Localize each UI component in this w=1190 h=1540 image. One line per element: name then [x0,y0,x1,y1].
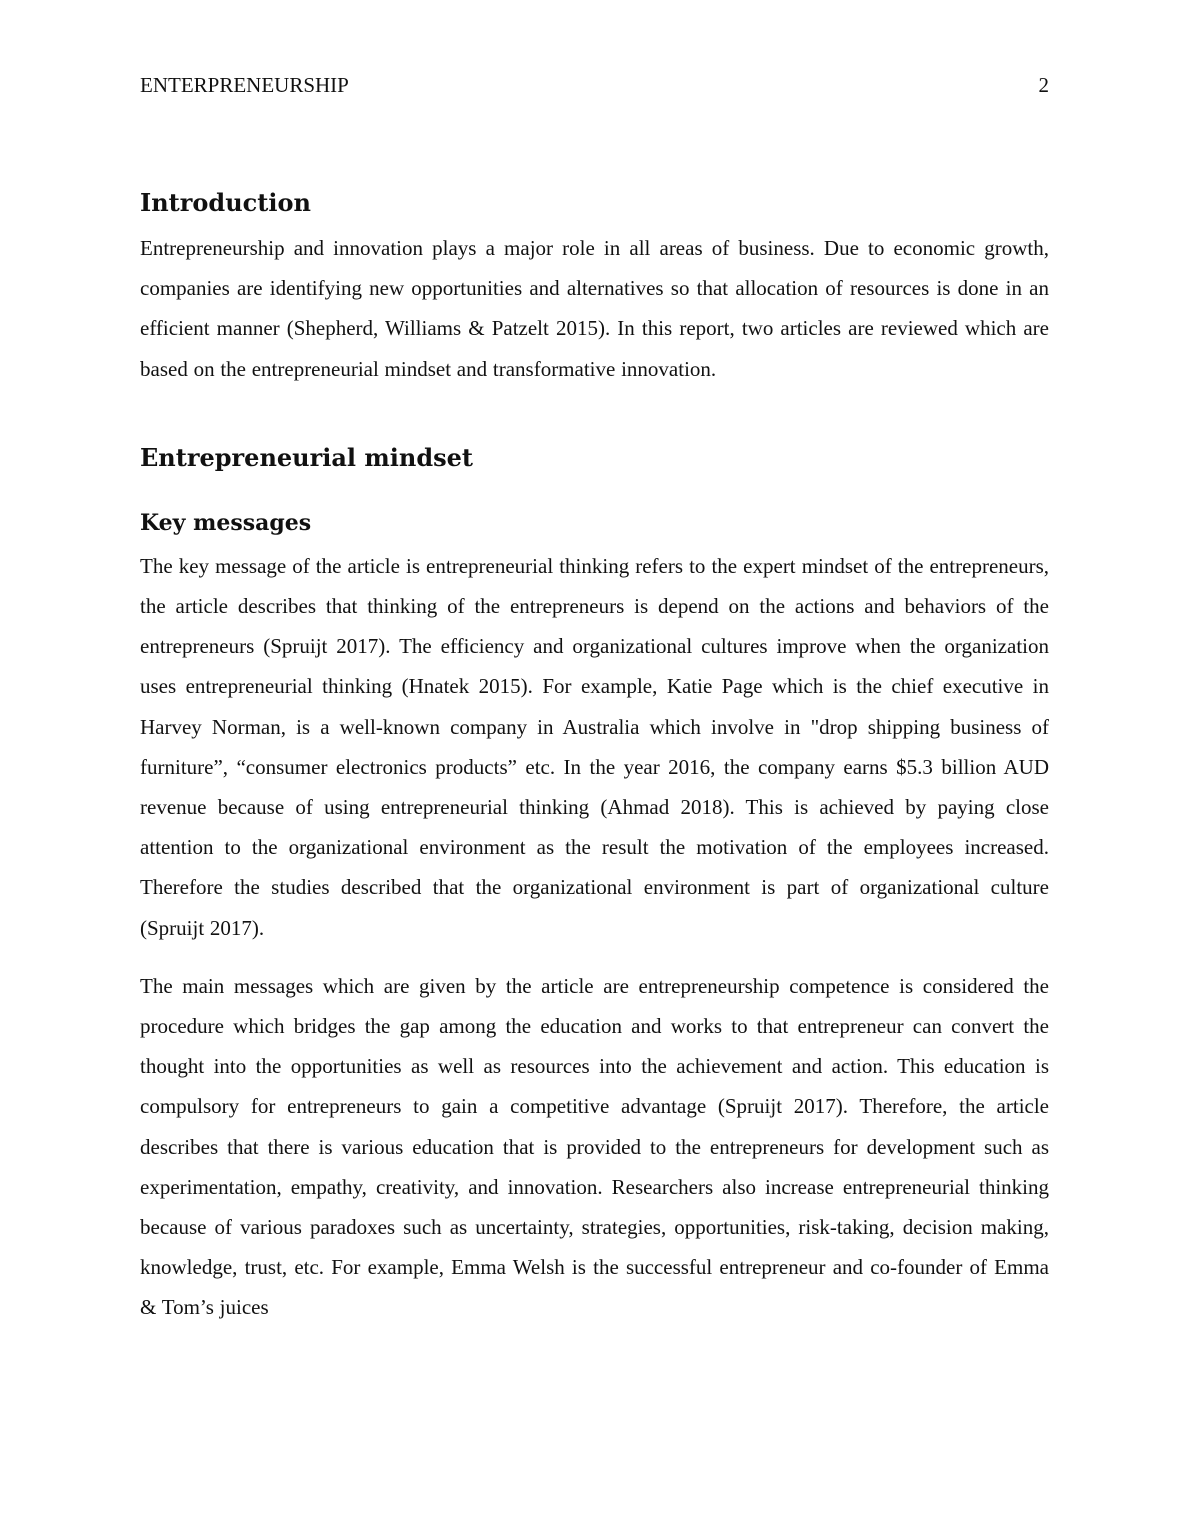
page-header [140,70,1049,100]
key-messages-paragraph-1: The key message of the article is entrepreneurial thinking refers to the expert mindset of the entrepreneurs, the article describes that thinking of the entrepreneurs is depend on the actions and behaviors of the entrepreneurs (Spruijt 2017). The efficiency and organizational cultures improve when the organization uses entrepreneurial thinking (Hnatek 2015). For example, Katie Page which is the chief executive in Harvey Norman, is a well-known company in Australia which involve in "drop shipping business of furniture”, “consumer electronics products” etc. In the year 2016, the company earns $5.3 billion AUD revenue because of using entrepreneurial thinking (Ahmad 2018). This is achieved by paying close attention to the organizational environment as the result the motivation of the employees increased. Therefore the studies described that the organizational environment is part of organizational culture (Spruijt 2017). [140,553,1049,940]
introduction-paragraph: Entrepreneurship and innovation plays a major role in all areas of business. Due to economic growth, companies are identifying new opportunities and alternatives so that allocation of resources is done in an efficient manner (Shepherd, Williams & Patzelt 2015). In this report, two articles are reviewed which are based on the entrepreneurial mindset and transformative innovation. [140,236,1049,381]
page-body [140,182,1049,1328]
key-messages-paragraph-2: The main messages which are given by the article are entrepreneurship competence is considered the procedure which bridges the gap among the education and works to that entrepreneur can convert the thought into the opportunities as well as resources into the achievement and action. This education is compulsory for entrepreneurs to gain a competitive advantage (Spruijt 2017). Therefore, the article describes that there is various education that is provided to the entrepreneurs for development such as experimentation, empathy, creativity, and innovation. Researchers also increase entrepreneurial thinking because of various paradoxes such as uncertainty, strategies, opportunities, risk-taking, decision making, knowledge, trust, etc. For example, Emma Welsh is the successful entrepreneur and co-founder of Emma & Tom’s juices [140,973,1049,1320]
page-number: 2 [1038,73,1049,97]
entrepreneurial-mindset-heading: Entrepreneurial mindset [140,442,473,472]
running-head: ENTERPRENEURSHIP [140,73,349,97]
introduction-heading: Introduction [140,188,311,217]
key-messages-subheading: Key messages [140,509,312,536]
